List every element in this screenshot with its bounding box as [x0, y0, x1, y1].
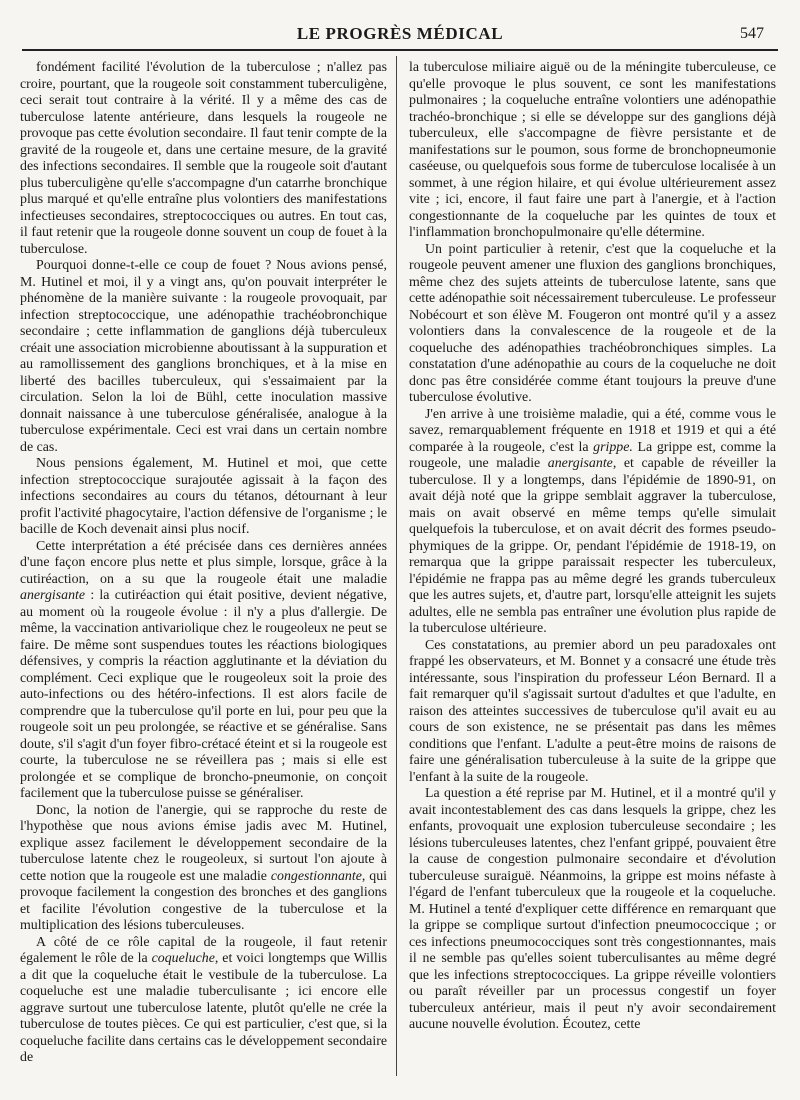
italic-term: grippe. — [593, 439, 633, 455]
text-run: La question a été reprise par M. Hutinel, et il a montré qu'il y avait incontestablement des cas dans lesquels la grippe, chez les enfants, provoquait une explosion tuberculeuse secondaire ; les lésions tuberculeuses latentes, chez l'enfant grippé, pouvaient être la cause de congestion pulmonaire secondaire et d'évolution tuberculeuse suraiguë. Néanmoins, la grippe est moins néfaste à l'égard de l'enfant tuberculeux que la rougeole et la coqueluche. M. Hutinel a tenté d'expliquer cette différence en remarquant que la grippe se complique surtout d'infection pneumococcique ; or ces infections pneumococciques sont très congestionnantes, mais il ne semble pas qu'elles soient tuberculisantes au même degré que les infections streptococciques. La grippe réveille volontiers ou paraît réveiller par un processus congestif un foyer tuberculeux antérieur, mais il peut n'y avoir secondairement aucune nouvelle évolution. Écoutez, cette — [409, 786, 776, 1032]
paragraph — [409, 786, 776, 1034]
text-run: Nous pensions également, M. Hutinel et moi, que cette infection streptococcique surajoutée agissait à la façon des infections secondaires au cours du tétanos, détournant à leur profit l'activité phagocytaire, l'action défensive de l'organisme ; le bacille de Koch devenait ainsi plus nocif. — [20, 456, 387, 537]
text-run: la tuberculose miliaire aiguë ou de la méningite tuberculeuse, ce qu'elle provoque le plus souvent, ce sont les manifestations pulmonaires ; la coqueluche entraîne volontiers une adénopathie trachéo-bronchique ; si elle se développe sur des ganglions déjà tuberculeux, elle s'accompagne de fièvre persistante et de manifestations sur le poumon, sous forme de bronchopneumonie caséeuse, ou quelquefois sous forme de tuberculose localisée à un sommet, à une région hilaire, et qui évolue ultérieurement assez vite ; ici, encore, il faut faire une part à l'anergie, et à l'action congestionnante de la coqueluche par les quintes de toux et l'inflammation bronchopulmonaire qu'elle détermine. — [409, 60, 776, 240]
text-run: Ces constatations, au premier abord un peu paradoxales ont frappé les observateurs, et M. Bonnet y a consacré une étude très intéressante, sous l'inspiration du professeur Léon Bernard. Il a fait remarquer qu'il s'agissait surtout d'adultes et que l'adulte, en raison des atteintes successives de tuberculose qu'il avait eu au cours de son existence, ne se présentait pas dans les mêmes conditions que l'enfant. L'adulte a peut-être moins de raisons de faire une généralisation tuberculeuse à la suite de la grippe que l'enfant à la suite de la rougeole. — [409, 637, 776, 785]
paragraph — [20, 935, 387, 1067]
text-run: , et capable de réveiller la tuberculose. Il y a longtemps, dans l'épidémie de 1890-91, on avait déjà noté que la grippe semblait aggraver la tuberculose, mais on avait observé en même temps qu'elle simulait quelquefois la tuberculose, et on avait décrit des formes pseudo-phymiques de la grippe. Or, pendant l'épidémie de 1918-19, on remarqua que la grippe paraissait respecter les tuberculeux, l'épidémie ne frappa pas au même degré les grands tuberculeux que les autres sujets, et, d'autre part, lorsqu'elle atteignit les sujets adultes, elle ne sembla pas entraîner une évolution plus rapide de la tuberculose ultérieure. — [409, 456, 776, 636]
paragraph — [20, 258, 387, 456]
paragraph — [409, 407, 776, 638]
text-run: Donc, la notion de l'anergie, qui se rapproche du reste de l'hypothèse que nous avions émise jadis avec M. Hutinel, explique assez facilement le développement secondaire de la tuberculose latente chez le rougeoleux, si surtout l'on ajoute à cette notion que la rougeole est une maladie — [20, 802, 387, 884]
paragraph — [20, 803, 387, 935]
italic-term: congestionnante — [270, 868, 362, 884]
text-run: Pourquoi donne-t-elle ce coup de fouet ? Nous avions pensé, M. Hutinel et moi, il y a vingt ans, qu'on pouvait interpréter le phénomène de la manière suivante : la rougeole provoquait, par infection streptococcique, une adénopathie trachéobronchique secondaire ; cette inflammation de ganglions déjà tuberculeux créait une association microbienne aboutissant à la suppuration et au ramollissement des ganglions bronchiques, et à la mise en liberté des bacilles tuberculeux, qui s'essaimaient par la circulation. Selon la loi de Bühl, cette inoculation massive donnait naissance à une tuberculose généralisée, analogue à la tuberculose expérimentale. Ceci est vrai dans un certain nombre de cas. — [20, 258, 387, 455]
header-rule — [22, 49, 778, 51]
text-run: La grippe est, comme la rougeole, une maladie — [409, 439, 776, 471]
paragraph — [409, 60, 776, 242]
text-run: Cette interprétation a été précisée dans ces dernières années d'une façon encore plus nette et plus simple, lorsque, grâce à la cutiréaction, on a su que la rougeole était une maladie — [20, 538, 387, 587]
italic-term: coqueluche — [151, 951, 215, 966]
right-column — [409, 60, 776, 1075]
column-divider — [396, 56, 397, 1076]
journal-title: LE PROGRÈS MÉDICAL — [296, 24, 504, 43]
text-run: fondément facilité l'évolution de la tuberculose ; n'allez pas croire, pourtant, que la rougeole soit constamment tuberculigène, ceci serait tout contraire à la vérité. Il y a même des cas de tuberculose latente antérieure, dans lesquels la rougeole ne provoque pas cette évolution secondaire. Il faut tenir compte de la gravité de la rougeole et, dans une certaine mesure, de la gravité des infections secondaires. Il semble que la rougeole soit d'autant plus tuberculigène qu'elle s'accompagne d'un catarrhe bronchique plus marqué et qu'elle entraîne plus volontiers des manifestations infectieuses secondaires, streptococciques ou autres. En tout cas, il faut retenir que la rougeole donne souvent un coup de fouet à la tuberculose. — [20, 60, 387, 257]
text-run: , qui provoque facilement la congestion des bronches et des ganglions et facilite l'évolution congestive de la tuberculose et la multiplication des lésions tuberculeuses. — [20, 868, 387, 933]
paragraph — [20, 539, 387, 803]
page-number: 547 — [740, 25, 764, 42]
paragraph — [409, 242, 776, 407]
paragraph — [20, 456, 387, 539]
left-column — [20, 60, 387, 1075]
text-run: : la cutiréaction qui était positive, devient négative, au moment où la rougeole évolue : il n'y a plus d'allergie. De même, la vaccination antivariolique chez le rougeoleux ne peut se faire. De même sont suspendues toutes les réactions biologiques défensives, y compris la réaction agglutinante et la déviation du complément. Ceci explique que le rougeoleux soit la proie des auto-infections ou des hétéro-infections. Il est alors facile de comprendre que la tuberculose qu'il porte en lui, pour peu que la rougeole soit un peu prolongée, se réactive et se généralise. Sans doute, s'il s'agit d'un foyer fibro-crétacé éteint et si la rougeole est courte, la tuberculose ne se réveillera pas ; mais si elle est prolongée et se complique de broncho-pneumonie, on conçoit facilement que la tuberculose puisse se généraliser. — [20, 588, 387, 801]
italic-term: anergisante — [547, 456, 613, 471]
text-run: , et voici longtemps que Willis a dit que la coqueluche était le vestibule de la tuberculose. La coqueluche est une maladie tuberculisante ; ici encore elle aggrave surtout une tuberculose latente, plutôt qu'elle ne crée la tuberculose de toutes pièces. Ce qui est particulier, c'est que, si la coqueluche facilite dans certains cas le développement secondaire de — [20, 951, 387, 1065]
paragraph — [20, 60, 387, 258]
paragraph — [409, 638, 776, 787]
text-run: Un point particulier à retenir, c'est que la coqueluche et la rougeole peuvent amener une fluxion des ganglions bronchiques, même chez des sujets atteints de tuberculose latente, sans que cette adénopathie soit nécessairement tuberculeuse. Le professeur Nobécourt et son élève M. Fougeron ont montré qu'il y a assez volontiers dans la convalescence de la rougeole et de la coqueluche des adénopathies trachéobronchiques simples. La constatation d'une adénopathie au cours de la coqueluche ne doit donc pas être considérée comme étant toujours la preuve d'une tuberculose évolutive. — [409, 241, 776, 405]
text-run: J'en arrive à une troisième maladie, qui a été, comme vous le savez, remarquablement fréquente en 1918 et 1919 et qui a été comparée à la rougeole, c'est la — [409, 406, 776, 455]
text-run: A côté de ce rôle capital de la rougeole, il faut retenir également le rôle de la — [20, 934, 387, 966]
italic-term: anergisante — [20, 588, 86, 603]
